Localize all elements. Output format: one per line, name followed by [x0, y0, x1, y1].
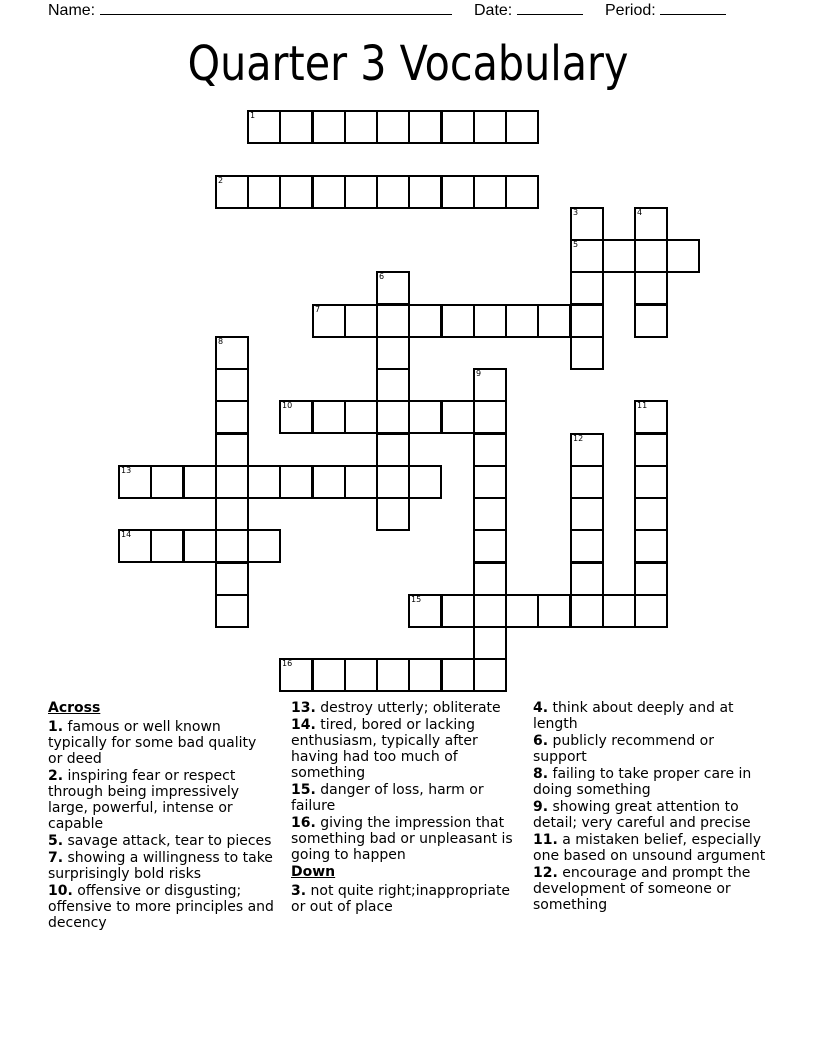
- across-heading: Across: [48, 700, 101, 716]
- crossword-cell[interactable]: [215, 594, 249, 628]
- crossword-cell[interactable]: [570, 433, 604, 467]
- cell-number: 6: [379, 272, 385, 281]
- crossword-cell[interactable]: [537, 304, 571, 338]
- cell-number: 15: [411, 595, 422, 604]
- cell-number: 13: [121, 466, 132, 475]
- crossword-cell[interactable]: [344, 465, 378, 499]
- crossword-cell[interactable]: [570, 304, 604, 338]
- crossword-cell[interactable]: [634, 271, 668, 305]
- cell-number: 11: [637, 401, 648, 410]
- crossword-cell[interactable]: [570, 239, 604, 273]
- crossword-cell[interactable]: [473, 529, 507, 563]
- crossword-cell[interactable]: [473, 368, 507, 402]
- cell-number: 5: [573, 240, 579, 249]
- crossword-cell[interactable]: [376, 304, 410, 338]
- crossword-cell[interactable]: [376, 110, 410, 144]
- crossword-cell[interactable]: [570, 207, 604, 241]
- crossword-cell[interactable]: [279, 465, 313, 499]
- crossword-cell[interactable]: [570, 271, 604, 305]
- crossword-cell[interactable]: [505, 175, 539, 209]
- crossword-cell[interactable]: [408, 400, 442, 434]
- cell-number: 7: [315, 305, 321, 314]
- crossword-cell[interactable]: [150, 465, 184, 499]
- clue-across-14: 14. tired, bored or lacking enthusiasm, typically after having had too much of something: [291, 717, 478, 781]
- down-heading: Down: [291, 864, 336, 880]
- crossword-cell[interactable]: [279, 110, 313, 144]
- crossword-cell[interactable]: [570, 465, 604, 499]
- crossword-cell[interactable]: [473, 562, 507, 596]
- crossword-cell[interactable]: [215, 336, 249, 370]
- crossword-cell[interactable]: [376, 271, 410, 305]
- crossword-cell[interactable]: [215, 175, 249, 209]
- crossword-cell[interactable]: [570, 529, 604, 563]
- crossword-cell[interactable]: [408, 304, 442, 338]
- crossword-cell[interactable]: [376, 368, 410, 402]
- crossword-cell[interactable]: [215, 562, 249, 596]
- crossword-cell[interactable]: [441, 400, 475, 434]
- crossword-cell[interactable]: [473, 433, 507, 467]
- crossword-cell[interactable]: [279, 175, 313, 209]
- clue-across-16: 16. giving the impression that something bad or unpleasant is going to happen: [291, 815, 513, 863]
- cell-number: 12: [573, 434, 584, 443]
- crossword-cell[interactable]: [376, 497, 410, 531]
- crossword-cell[interactable]: [473, 304, 507, 338]
- crossword-cell[interactable]: [441, 594, 475, 628]
- crossword-cell[interactable]: [473, 110, 507, 144]
- crossword-cell[interactable]: [312, 465, 346, 499]
- crossword-cell[interactable]: [312, 400, 346, 434]
- date-label: Date:: [474, 2, 513, 19]
- crossword-cell[interactable]: [473, 497, 507, 531]
- cell-number: 16: [282, 659, 293, 668]
- clue-down-4: 4. think about deeply and at length: [533, 700, 734, 732]
- crossword-cell[interactable]: [570, 562, 604, 596]
- crossword-cell[interactable]: [247, 110, 281, 144]
- cell-number: 14: [121, 530, 132, 539]
- crossword-cell[interactable]: [118, 465, 152, 499]
- clue-across-2: 2. inspiring fear or respect through being impressively large, powerful, intense or capable: [48, 768, 240, 832]
- crossword-cell[interactable]: [473, 626, 507, 660]
- crossword-cell[interactable]: [634, 497, 668, 531]
- period-label: Period:: [605, 2, 656, 19]
- crossword-cell[interactable]: [215, 433, 249, 467]
- crossword-cell[interactable]: [279, 400, 313, 434]
- crossword-cell[interactable]: [570, 594, 604, 628]
- crossword-cell[interactable]: [312, 658, 346, 692]
- cell-number: 8: [218, 337, 224, 346]
- crossword-cell[interactable]: [441, 110, 475, 144]
- crossword-cell[interactable]: [537, 594, 571, 628]
- crossword-cell[interactable]: [570, 497, 604, 531]
- crossword-cell[interactable]: [150, 529, 184, 563]
- crossword-cell[interactable]: [279, 658, 313, 692]
- crossword-cell[interactable]: [312, 110, 346, 144]
- crossword-cell[interactable]: [505, 594, 539, 628]
- crossword-cell[interactable]: [441, 304, 475, 338]
- clues-column-2: [291, 700, 517, 916]
- crossword-cell[interactable]: [376, 658, 410, 692]
- cell-number: 4: [637, 208, 643, 217]
- crossword-cell[interactable]: [408, 465, 442, 499]
- crossword-cell[interactable]: [215, 497, 249, 531]
- clue-down-6: 6. publicly recommend or support: [533, 733, 715, 765]
- crossword-cell[interactable]: [344, 658, 378, 692]
- crossword-cell[interactable]: [570, 336, 604, 370]
- crossword-cell[interactable]: [634, 594, 668, 628]
- crossword-cell[interactable]: [602, 239, 636, 273]
- crossword-cell[interactable]: [376, 465, 410, 499]
- crossword-cell[interactable]: [441, 658, 475, 692]
- crossword-cell[interactable]: [408, 110, 442, 144]
- cell-number: 3: [573, 208, 579, 217]
- crossword-cell[interactable]: [441, 175, 475, 209]
- crossword-cell[interactable]: [634, 433, 668, 467]
- crossword-cell[interactable]: [473, 465, 507, 499]
- crossword-cell[interactable]: [634, 304, 668, 338]
- clues-column-3: [533, 700, 769, 914]
- crossword-cell[interactable]: [473, 400, 507, 434]
- crossword-cell[interactable]: [312, 175, 346, 209]
- crossword-cell[interactable]: [247, 529, 281, 563]
- clue-across-5: 5. savage attack, tear to pieces: [48, 833, 272, 849]
- crossword-cell[interactable]: [183, 465, 217, 499]
- cell-number: 10: [282, 401, 293, 410]
- clue-down-8: 8. failing to take proper care in doing something: [533, 766, 752, 798]
- crossword-cell[interactable]: [247, 465, 281, 499]
- cell-number: 1: [250, 111, 256, 120]
- cell-number: 9: [476, 369, 482, 378]
- crossword-cell[interactable]: [634, 400, 668, 434]
- page-title: Quarter 3 Vocabulary: [187, 36, 629, 92]
- clue-down-12: 12. encourage and prompt the development of someone or something: [533, 865, 751, 913]
- crossword-cell[interactable]: [634, 465, 668, 499]
- crossword-cell[interactable]: [215, 529, 249, 563]
- crossword-cell[interactable]: [183, 529, 217, 563]
- clue-across-10: 10. offensive or disgusting; offensive to more principles and decency: [48, 883, 274, 931]
- crossword-cell[interactable]: [376, 175, 410, 209]
- crossword-cell[interactable]: [215, 400, 249, 434]
- clue-across-13: 13. destroy utterly; obliterate: [291, 700, 501, 716]
- crossword-cell[interactable]: [408, 175, 442, 209]
- crossword-cell[interactable]: [634, 207, 668, 241]
- crossword-cell[interactable]: [344, 175, 378, 209]
- clue-down-11: 11. a mistaken belief, especially one based on unsound argument: [533, 832, 766, 864]
- crossword-cell[interactable]: [473, 175, 507, 209]
- crossword-cell[interactable]: [215, 368, 249, 402]
- crossword-cell[interactable]: [344, 400, 378, 434]
- clue-across-15: 15. danger of loss, harm or failure: [291, 782, 484, 814]
- clue-down-3: 3. not quite right;inappropriate or out of place: [291, 883, 511, 915]
- crossword-cell[interactable]: [408, 594, 442, 628]
- name-label: Name:: [48, 2, 96, 19]
- crossword-cell[interactable]: [344, 304, 378, 338]
- crossword-cell[interactable]: [376, 336, 410, 370]
- crossword-cell[interactable]: [634, 239, 668, 273]
- crossword-cell[interactable]: [312, 304, 346, 338]
- crossword-cell[interactable]: [634, 562, 668, 596]
- clue-down-9: 9. showing great attention to detail; very careful and precise: [533, 799, 751, 831]
- clue-across-7: 7. showing a willingness to take surprisingly bold risks: [48, 850, 273, 882]
- crossword-cell[interactable]: [376, 433, 410, 467]
- clues-column-1: [48, 700, 274, 932]
- crossword-cell[interactable]: [247, 175, 281, 209]
- crossword-cell[interactable]: [602, 594, 636, 628]
- clue-across-1: 1. famous or well known typically for some bad quality or deed: [48, 719, 257, 767]
- crossword-cell[interactable]: [376, 400, 410, 434]
- crossword-cell[interactable]: [408, 658, 442, 692]
- crossword-cell[interactable]: [666, 239, 700, 273]
- crossword-cell[interactable]: [634, 529, 668, 563]
- crossword-cell[interactable]: [473, 658, 507, 692]
- crossword-cell[interactable]: [118, 529, 152, 563]
- crossword-cell[interactable]: [344, 110, 378, 144]
- crossword-cell[interactable]: [215, 465, 249, 499]
- crossword-cell[interactable]: [505, 110, 539, 144]
- crossword-cell[interactable]: [505, 304, 539, 338]
- crossword-cell[interactable]: [473, 594, 507, 628]
- cell-number: 2: [218, 176, 224, 185]
